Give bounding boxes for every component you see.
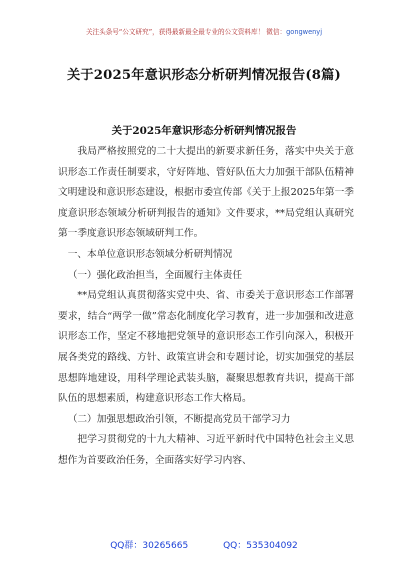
section-heading: 一、本单位意识形态领域分析研判情况 [67,248,233,260]
intro-paragraph: 我局严格按照党的二十大提出的新要求新任务，落实中央关于意识形态工作责任制要求，守好阵地、管好队伍大力加强干部队伍精神文明建设和意识形态建设，根据市委宣传部《关于上报2025年第一季度意识形态领域分析研判报告的通知》文件要求，**局党组认真研究第一季度意识形态领域研判工作。 [58,146,354,240]
body-paragraph: 把学习贯彻党的十九大精神、习近平新时代中国特色社会主义思想作为首要政治任务，全面落实好学习内容、 [58,434,354,466]
qq-group: QQ群：30265665 [110,541,189,551]
top-ad-banner [0,26,408,36]
footer-contact [0,538,408,551]
subsection-heading: （二）加强思想政治引领，不断提高党员干部学习力 [67,413,291,425]
report-subtitle: 关于2025年意识形态分析研判情况报告 [111,125,297,137]
body-paragraph: **局党组认真贯彻落实党中央、省、市委关于意识形态工作部署要求，结合“两学一做”常态化制度化学习教育，进一步加强和改进意识形态工作，坚定不移地把党领导的意识形态工作引向深入，积极开展各类党的路线、方针、政策宣讲会和专题讨论，切实加强党的基层思想阵地建设，用科学理论武装头脑，凝聚思想教育共识，提高干部队伍的思想素质，构建意识形态工作大格局。 [58,290,354,405]
subsection-heading: （一）强化政治担当，全面履行主体责任 [67,269,243,281]
document-body [58,142,354,472]
ad-text: 关注头条号“公文研究”，获得最新最全最专业的公文资料库！ 微信： [85,28,287,36]
document-title: 关于2025年意识形态分析研判情况报告(8篇) [67,68,341,83]
qq-number: QQ：535304092 [223,541,298,551]
wechat-id: gongwenyj [286,28,323,36]
